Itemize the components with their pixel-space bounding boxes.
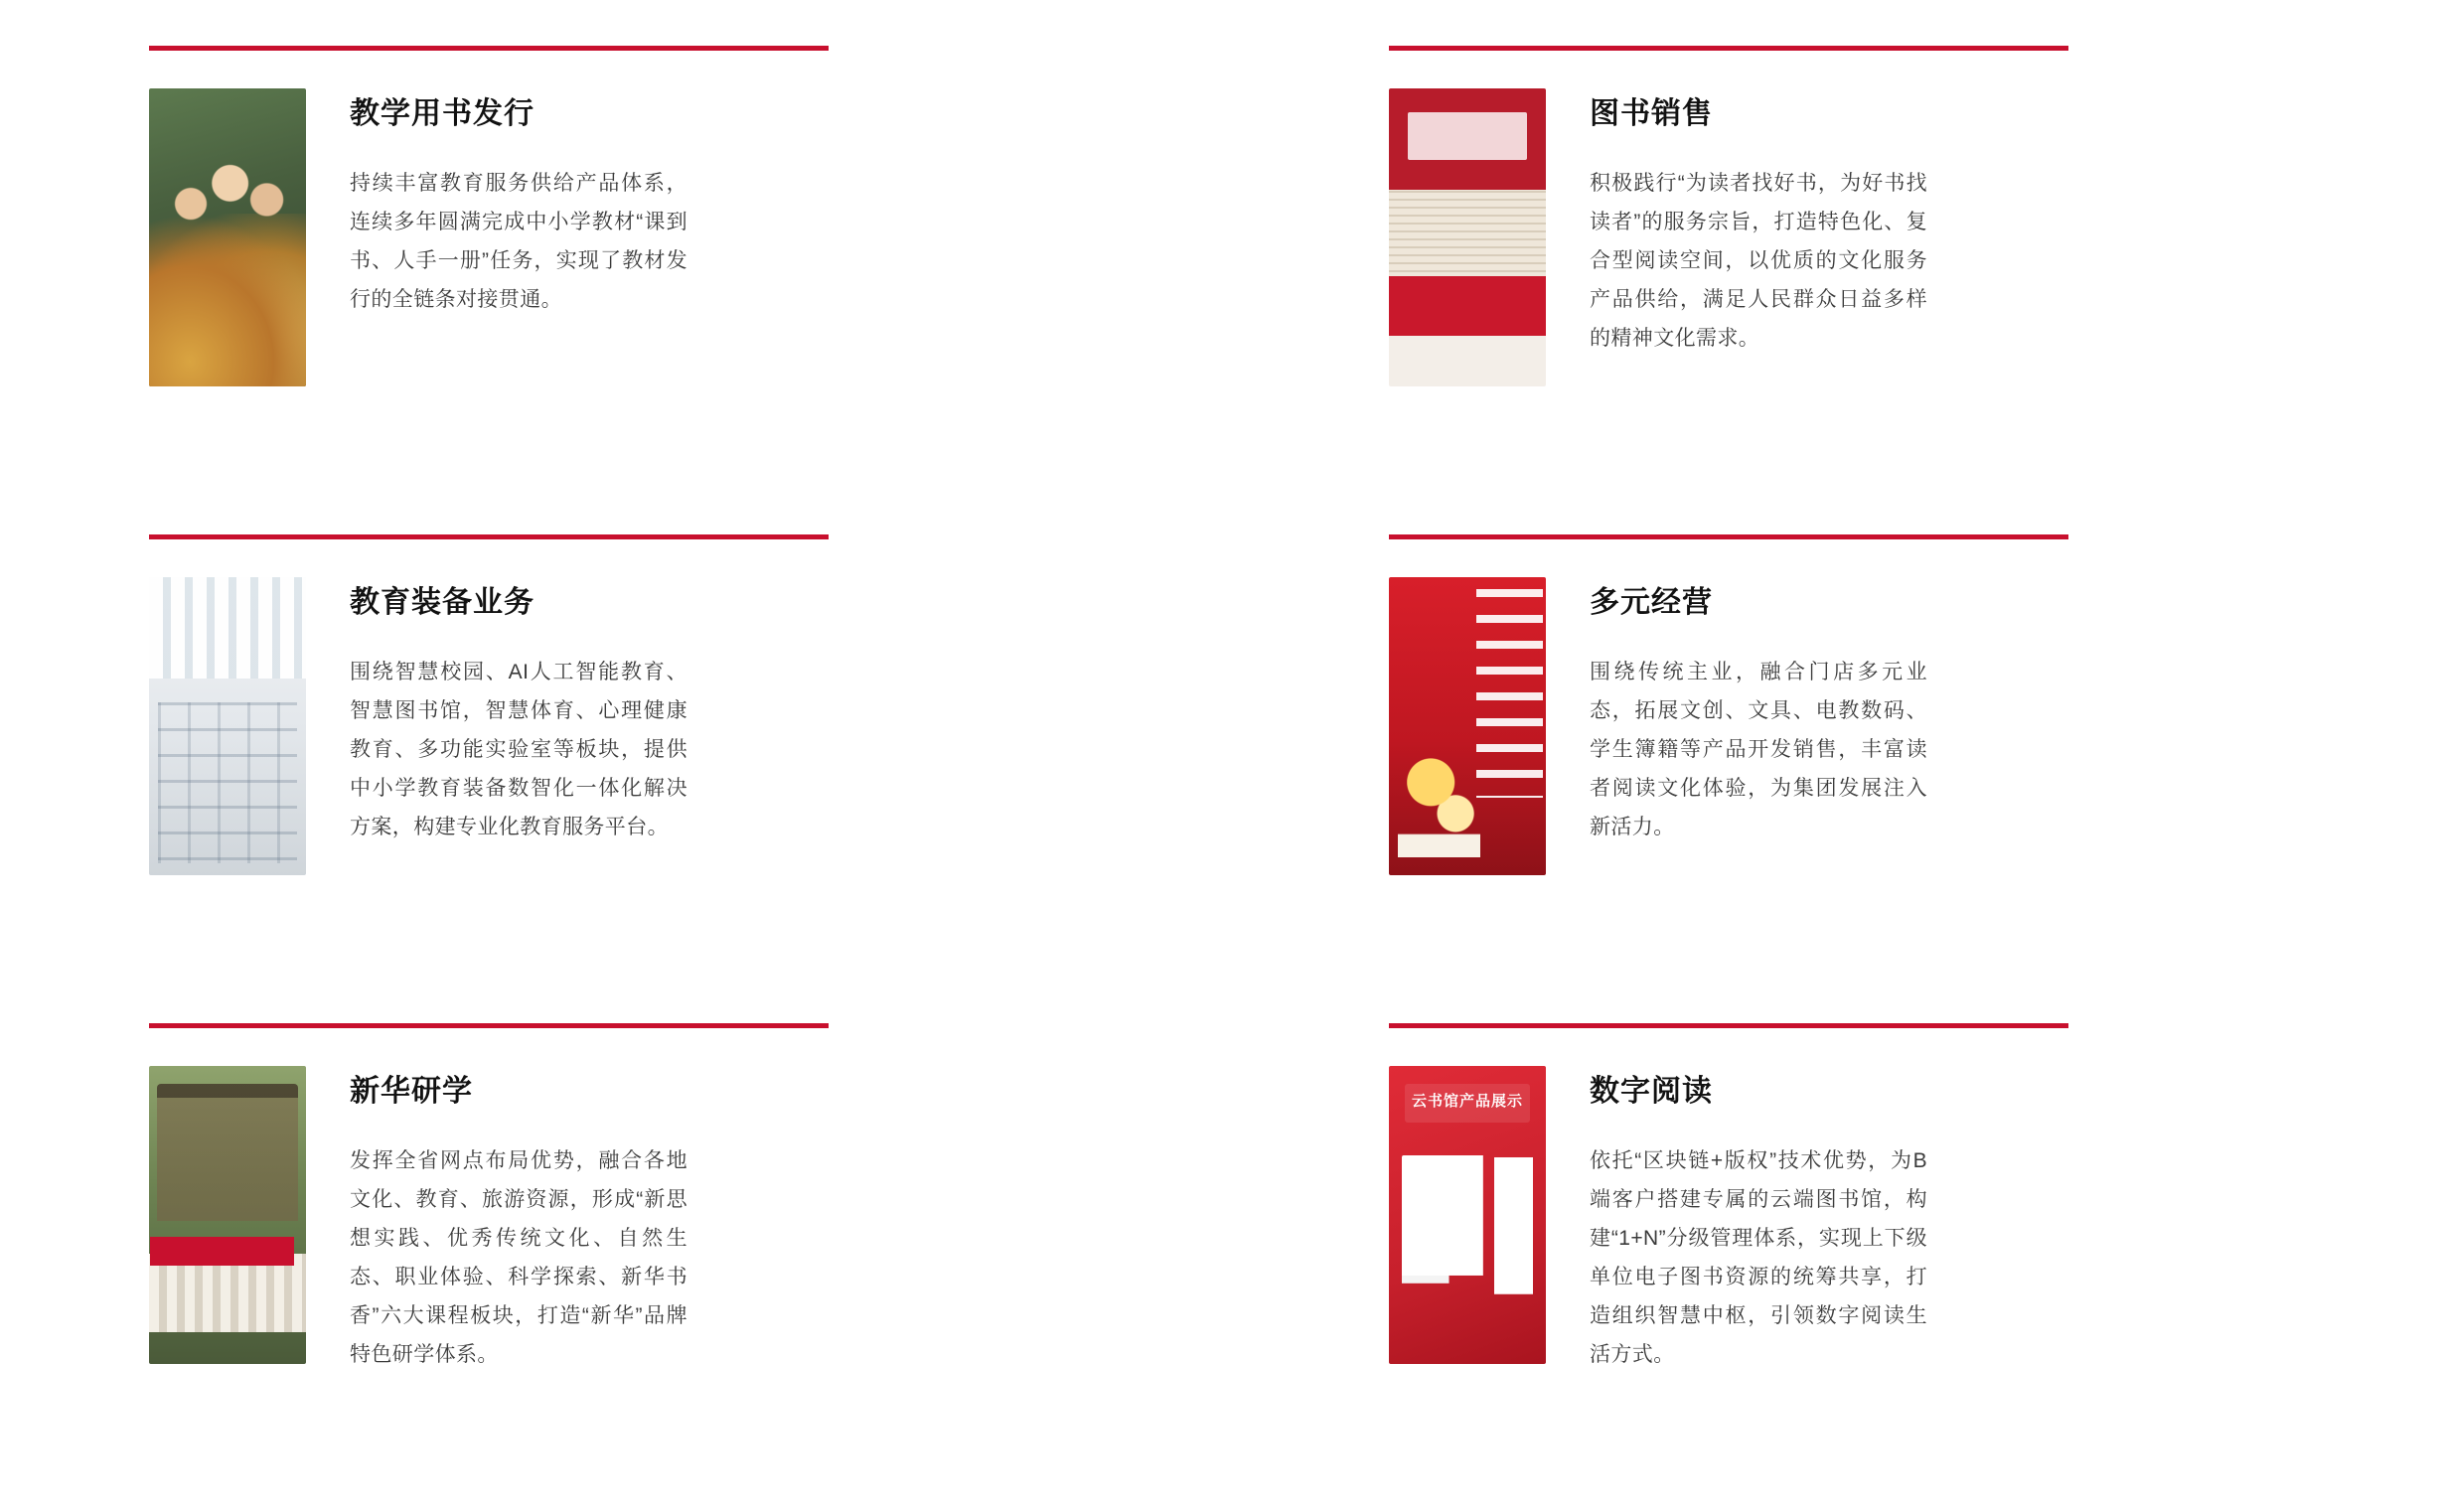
card-description: 依托“区块链+版权”技术优势，为B端客户搭建专属的云端图书馆，构建“1+N”分级管理体系，实现上下级单位电子图书资源的统筹共享，打造组织智慧中枢，引领数字阅读生活方式。 <box>1590 1149 1927 1366</box>
card-title: 数字阅读 <box>1590 1075 1713 1108</box>
card-body <box>149 88 844 386</box>
card-top-rule <box>149 534 829 539</box>
cloud-library-product-showcase-photo <box>1389 1066 1546 1364</box>
card-top-rule <box>149 46 829 51</box>
card-text-column <box>1590 1066 2084 1374</box>
card-description: 围绕传统主业，融合门店多元业态，拓展文创、文具、电教数码、学生簿籍等产品开发销售，丰富读者阅读文化体验，为集团发展注入新活力。 <box>1590 661 1927 838</box>
card-top-rule <box>1389 534 2068 539</box>
photo-caption: 云书馆产品展示 <box>1411 1093 1523 1110</box>
card-body <box>149 577 844 875</box>
card-top-rule <box>149 1023 829 1028</box>
business-card-grid <box>149 46 2295 1512</box>
card-text-column <box>350 88 844 319</box>
cultural-creative-store-photo <box>1389 577 1546 875</box>
card-text-column <box>350 577 844 846</box>
card-top-rule <box>1389 46 2068 51</box>
business-card-education-equipment <box>149 534 844 1023</box>
card-description: 积极践行“为读者找好书，为好书找读者”的服务宗旨，打造特色化、复合型阅读空间，以优质的文化服务产品供给，满足人民群众日益多样的精神文化需求。 <box>1590 172 1927 350</box>
smart-classroom-photo <box>149 577 306 875</box>
classroom-children-reading-photo <box>149 88 306 386</box>
card-body <box>1389 88 2084 386</box>
card-body <box>149 1066 844 1374</box>
business-card-book-sales <box>1389 46 2084 534</box>
business-card-textbook-distribution <box>149 46 844 534</box>
card-text-column <box>350 1066 844 1374</box>
card-title: 教学用书发行 <box>350 97 534 130</box>
card-title: 图书销售 <box>1590 97 1713 130</box>
card-text-column <box>1590 577 2084 846</box>
card-description: 持续丰富教育服务供给产品体系，连续多年圆满完成中小学教材“课到书、人手一册”任务，实现了教材发行的全链条对接贯通。 <box>350 172 687 311</box>
card-title: 新华研学 <box>350 1075 473 1108</box>
card-body <box>1389 1066 2084 1374</box>
business-card-xinhua-study-tour <box>149 1023 844 1512</box>
study-tour-group-photo <box>149 1066 306 1364</box>
card-description: 发挥全省网点布局优势，融合各地文化、教育、旅游资源，形成“新思想实践、优秀传统文化、自然生态、职业体验、科学探索、新华书香”六大课程板块，打造“新华”品牌特色研学体系。 <box>350 1149 687 1366</box>
bookstore-theme-display-photo <box>1389 88 1546 386</box>
card-description: 围绕智慧校园、AI人工智能教育、智慧图书馆，智慧体育、心理健康教育、多功能实验室等板块，提供中小学教育装备数智化一体化解决方案，构建专业化教育服务平台。 <box>350 661 687 838</box>
card-title: 多元经营 <box>1590 586 1713 619</box>
card-body <box>1389 577 2084 875</box>
card-top-rule <box>1389 1023 2068 1028</box>
card-title: 教育装备业务 <box>350 586 534 619</box>
business-card-digital-reading <box>1389 1023 2084 1512</box>
card-text-column <box>1590 88 2084 358</box>
business-card-diversified-operations <box>1389 534 2084 1023</box>
